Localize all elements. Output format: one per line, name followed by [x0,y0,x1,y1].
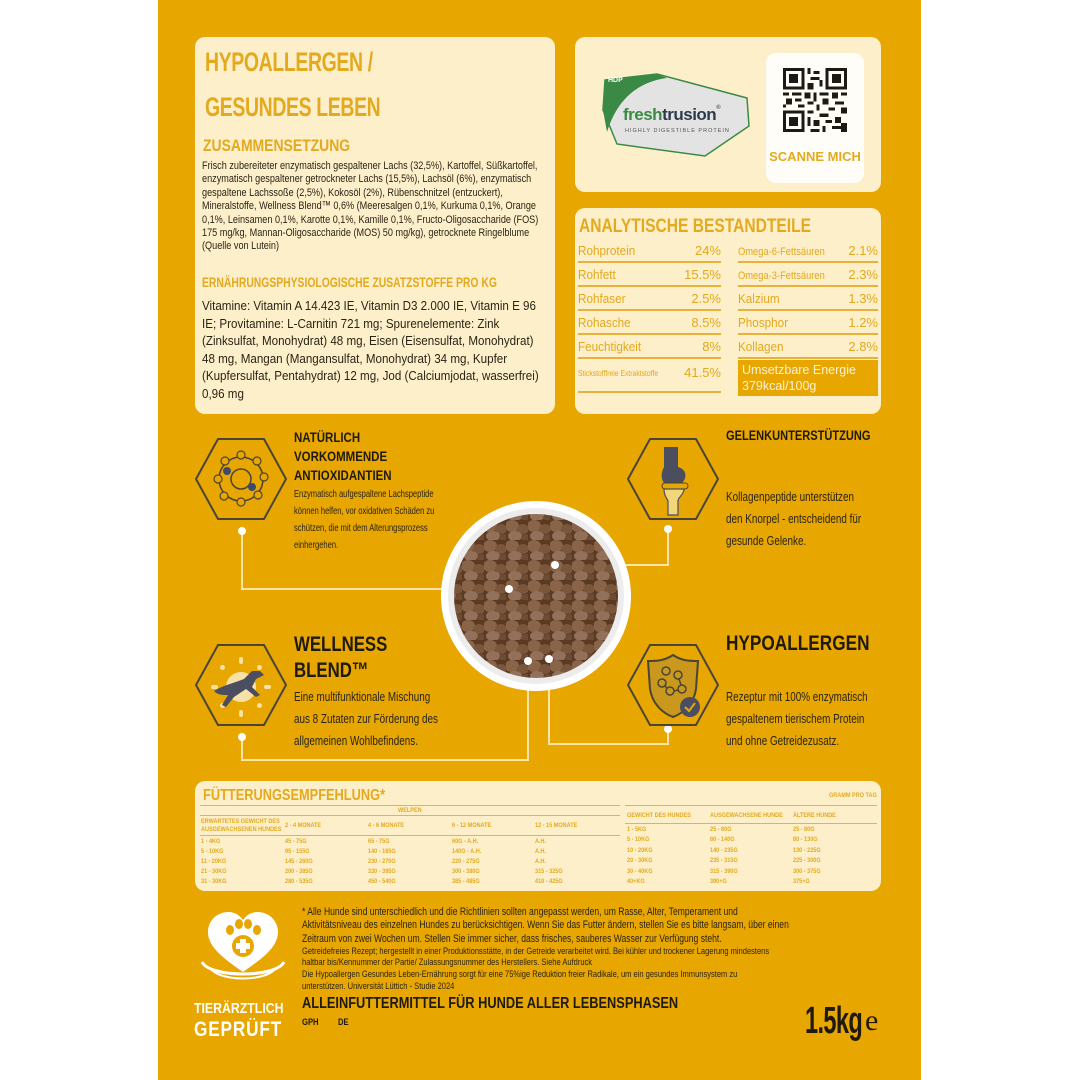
analytics-label: Stickstofffreie Extraktstoffe [578,369,659,378]
cell: 25 - 80G [793,826,815,833]
cell: 225 - 300G [793,857,821,864]
analytics-label: Omega-6-Fettsäuren [738,246,825,258]
column-header: 4 - 6 MONATE [368,822,405,829]
cell: 140 - 165G [368,848,396,855]
analytical-constituents-card [575,208,881,414]
column-header: 6 - 12 MONATE [452,822,492,829]
cell: 20 - 30KG [627,857,653,864]
freshtrusion-wordmark [623,105,720,125]
connector-dot [545,655,553,663]
cell: 11 - 20KG [201,858,227,865]
analytics-row [738,289,878,311]
analytics-row [738,337,878,359]
analytics-value: 1.2% [848,315,878,330]
connector-dot [505,585,513,593]
cell: 60G - A.H. [452,838,479,845]
cell: 80 - 140G [710,836,735,843]
dog-jumping-sun-icon [194,643,288,727]
body-line: einhergehen. [294,539,339,551]
title-line: ANTIOXIDANTIEN [294,467,392,483]
analytics-value: 41.5% [684,365,721,380]
analytics-value: 2.8% [848,339,878,354]
analytics-row [578,361,721,393]
cell: 1 - 5KG [627,826,647,833]
product-title-line-2: GESUNDES LEBEN [205,92,381,122]
code-gph: GPH [302,1017,319,1027]
cell: 200 - 385G [285,868,313,875]
wellness-text [294,686,438,752]
analytics-value: 2.3% [848,267,878,282]
cell: 130 - 225G [793,847,821,854]
analytics-value: 24% [694,243,721,258]
cell: 330 - 395G [368,868,396,875]
cell: 40+KG [627,878,645,885]
note-line: Zeitraum von zwei Wochen um. Stellen Sie immer sicher, dass frisches, sauberes Wasser zur Verfügung steht. [302,932,722,945]
divider [625,805,877,806]
code-de: DE [338,1017,349,1027]
analytics-row [578,313,721,335]
cell: 300 - 380G [452,868,480,875]
divider [200,835,620,836]
joint-bone-icon [626,437,720,521]
antioxidant-molecule-icon [194,437,288,521]
analytics-value: 15.5% [684,267,721,282]
analytics-row [738,265,878,287]
qr-code-box[interactable] [766,53,864,183]
title-line: VORKOMMENDE [294,448,388,464]
product-title-line-1: HYPOALLERGEN / [205,47,373,77]
estimated-sign-icon: e [865,1004,879,1037]
column-header: 12 - 15 MONATE [535,822,578,829]
cell: 390+G [710,878,727,885]
body-line: Kollagenpeptide unterstützen [726,489,854,504]
vet-approved-line-1: TIERÄRZTLICH [194,1000,284,1017]
analytics-heading: ANALYTISCHE BESTANDTEILE [579,216,811,237]
connector-dot [238,527,246,535]
shield-check-icon [626,643,720,727]
note-line: Getreidefreies Rezept; hergestellt in einer Produktionsstätte, in der Getreide verarbeitet wird. Bei kühler und trockener Lagerung mindestens [302,945,770,956]
cell: A.H. [535,838,547,845]
cell: 315 - 325G [535,868,563,875]
analytics-label: Rohasche [578,315,631,330]
analytics-value: 2.5% [691,291,721,306]
analytics-label: Feuchtigkeit [578,339,642,354]
analytics-value: 1.3% [848,291,878,306]
column-header: 2 - 4 MONATE [285,822,322,829]
column-header: AUSGEWACHSENEN HUNDES [201,826,282,833]
antioxidants-title [294,428,392,485]
cell: 140 - 235G [710,847,738,854]
energy-label: Umsetzbare Energie [742,363,856,377]
joints-title: GELENKUNTERSTÜTZUNG [726,428,871,443]
cell: 385 - 485G [452,878,480,885]
cell: 140G - A.H. [452,848,482,855]
cell: A.H. [535,858,547,865]
complete-feed-label: ALLEINFUTTERMITTEL FÜR HUNDE ALLER LEBENSPHASEN [302,995,679,1012]
note-line: unterstützen. Universität Lüttich - Studie 2024 [302,980,455,991]
body-line: Eine multifunktionale Mischung [294,689,431,704]
cell: 280 - 535G [285,878,313,885]
connector-dot [664,525,672,533]
cell: 21 - 30KG [201,868,227,875]
grams-per-day-label: GRAMM PRO TAG [829,792,877,799]
additives-heading: ERNÄHRUNGSPHYSIOLOGISCHE ZUSATZSTOFFE PRO KG [202,274,497,290]
analytics-label: Omega-3-Fettsäuren [738,270,825,282]
feeding-recommendation-table [195,781,881,891]
scan-me-label: SCANNE MICH [769,149,861,164]
body-line: gesunde Gelenke. [726,533,807,548]
cell: 410 - 425G [535,878,563,885]
note-line: Aktivitätsniveau des einzelnen Hundes zu berücksichtigen. Wenn Sie das Futter ändern, stellen Sie es bitte langsam, über einen [302,919,789,932]
cell: 95 - 155G [285,848,310,855]
net-weight: 1.5kg [805,1000,863,1042]
cell: 230 - 270G [368,858,396,865]
divider [200,815,620,816]
connector-line [667,530,669,566]
column-header: ÄLTERE HUNDE [793,812,836,819]
feeding-heading: FÜTTERUNGSEMPFEHLUNG* [203,787,386,804]
body-line: Enzymatisch aufgespaltene Lachspeptide [294,488,434,500]
body-line: Rezeptur mit 100% enzymatisch [726,689,868,704]
analytics-label: Rohprotein [578,243,636,258]
cell: 145 - 260G [285,858,313,865]
footnote-text [302,906,885,992]
body-line: und ohne Getreidezusatz. [726,733,840,748]
brand-logo-card [575,37,881,192]
analytics-label: Rohfett [578,267,616,282]
analytics-row [578,265,721,287]
body-line: schützen, die mit dem Alterungsprozess [294,522,428,534]
cell: 375+G [793,878,810,885]
analytics-value: 8.5% [691,315,721,330]
cell: 45 - 75G [285,838,307,845]
hypoallergen-text [726,686,868,752]
body-line: können helfen, vor oxidativen Schäden zu [294,505,435,517]
qr-code-icon[interactable] [783,68,847,132]
connector-dot [551,561,559,569]
cell: 300 - 375G [793,868,821,875]
note-line: Die Hypoallergen Gesundes Leben-Ernährung sorgt für eine 75%ige Reduktion freier Radikale, um ein gesundes Immunsystem zu [302,969,738,980]
composition-text: Frisch zubereiteter enzymatisch gespaltener Lachs (32,5%), Kartoffel, Süßkartoffel, enzymatisch gespaltener getrockneter Lachs (15,5%), Lachsöl (6%), enzymatisch gespaltene Lachssoße (2,5%), Kokosöl (2%), Rübenschnitzel (entzuckert), Mineralstoffe, Wellness Blend™ 0,6% (Meeresalgen 0,1%, Kurkuma 0,1%, Orange 0,1%, Leinsamen 0,1%, Karotte 0,1%, Kamille 0,1%, Fructo-Oligosaccharide (FOS) 175 mg/kg, Mannan-Oligosaccharide (MOS) 50 mg/kg), getrocknete Ringelblume (Quelle von Lutein) [202,160,539,253]
connector-line [548,743,669,745]
analytics-label: Phosphor [738,315,789,330]
analytics-value: 2.1% [848,243,878,258]
additives-text: Vitamine: Vitamin A 14.423 IE, Vitamin D3 2.000 IE, Vitamin E 96 IE; Provitamine: L-Carnitin 721 mg; Spurenelemente: Zink (Zinksulfat, Monohydrat) 48 mg, Eisen (Eisensulfat, Monohydrat) 48 mg, Mangan (Mangansulfat, Monohydrat) 34 mg, Kupfer (Kupfersulfat, Pentahydrat) 12 mg, Jod (Calciumjodat, wasserfrei) 0,96 mg [202,298,539,401]
analytics-label: Rohfaser [578,291,626,306]
body-line: allgemeinen Wohlbefindens. [294,733,418,748]
column-header: AUSGEWACHSENE HUNDE [710,812,783,819]
energy-box [738,360,878,396]
body-line: aus 8 Zutaten zur Förderung des [294,711,438,726]
antioxidants-text [294,486,434,554]
title-line: BLEND™ [294,659,369,682]
cell: 30 - 40KG [627,868,653,875]
wellness-title [294,632,387,684]
cell: 315 - 390G [710,868,738,875]
cell: 220 - 275G [452,858,480,865]
cell: 235 - 315G [710,857,738,864]
divider [200,805,620,806]
cell: 80 - 130G [793,836,818,843]
brand-fresh: fresh [623,105,663,124]
analytics-row [578,241,721,263]
analytics-label: Kalzium [738,291,780,306]
column-header: ERWARTETES GEWICHT DES [201,818,280,825]
cell: 25 - 80G [710,826,732,833]
cell: 1 - 4KG [201,838,221,845]
body-line: gespaltenem tierischem Protein [726,711,865,726]
cell: 65 - 75G [368,838,390,845]
divider [625,823,877,824]
connector-dot [524,657,532,665]
puppies-label: WELPEN [398,807,422,814]
analytics-value: 8% [702,339,721,354]
connector-line [241,759,528,761]
cell: 450 - 540G [368,878,396,885]
connector-line [241,532,243,589]
composition-card [195,37,555,414]
brand-trusion: trusion [662,105,717,124]
analytics-row [738,241,878,263]
analytics-row [738,313,878,335]
body-line: den Knorpel - entscheidend für [726,511,862,526]
freshtrusion-tagline: HIGHLY DIGESTIBLE PROTEIN [625,128,730,134]
vet-approved-line-2: GEPRÜFT [194,1018,283,1041]
vet-heart-paw-icon [196,908,290,988]
cell: A.H. [535,848,547,855]
food-bowl-image [440,500,632,692]
column-header: GEWICHT DES HUNDES [627,812,691,819]
cell: 5 - 10KG [627,836,650,843]
composition-heading: ZUSAMMENSETZUNG [203,136,351,155]
connector-dot [238,733,246,741]
hypoallergen-title: HYPOALLERGEN [726,632,870,655]
energy-value: 379kcal/100g [742,379,817,393]
title-line: NATÜRLICH [294,429,361,445]
analytics-row [578,289,721,311]
registered-mark: ® [716,105,721,111]
hdp-label: HDP [608,77,623,84]
note-line: * Alle Hunde sind unterschiedlich und die Richtlinien sollten angepasst werden, um Rasse, Alter, Temperament und [302,906,738,918]
cell: 31 - 30KG [201,878,227,885]
joints-text [726,486,861,552]
connector-line [241,738,243,760]
analytics-label: Kollagen [738,339,784,354]
cell: 5 - 10KG [201,848,224,855]
cell: 10 - 20KG [627,847,653,854]
title-line: WELLNESS [294,633,388,656]
analytics-row [578,337,721,359]
note-line: haltbar bis/Kennummer der Partie/ Zulassungsnummer des Herstellers. Siehe Aufdruck [302,957,593,968]
